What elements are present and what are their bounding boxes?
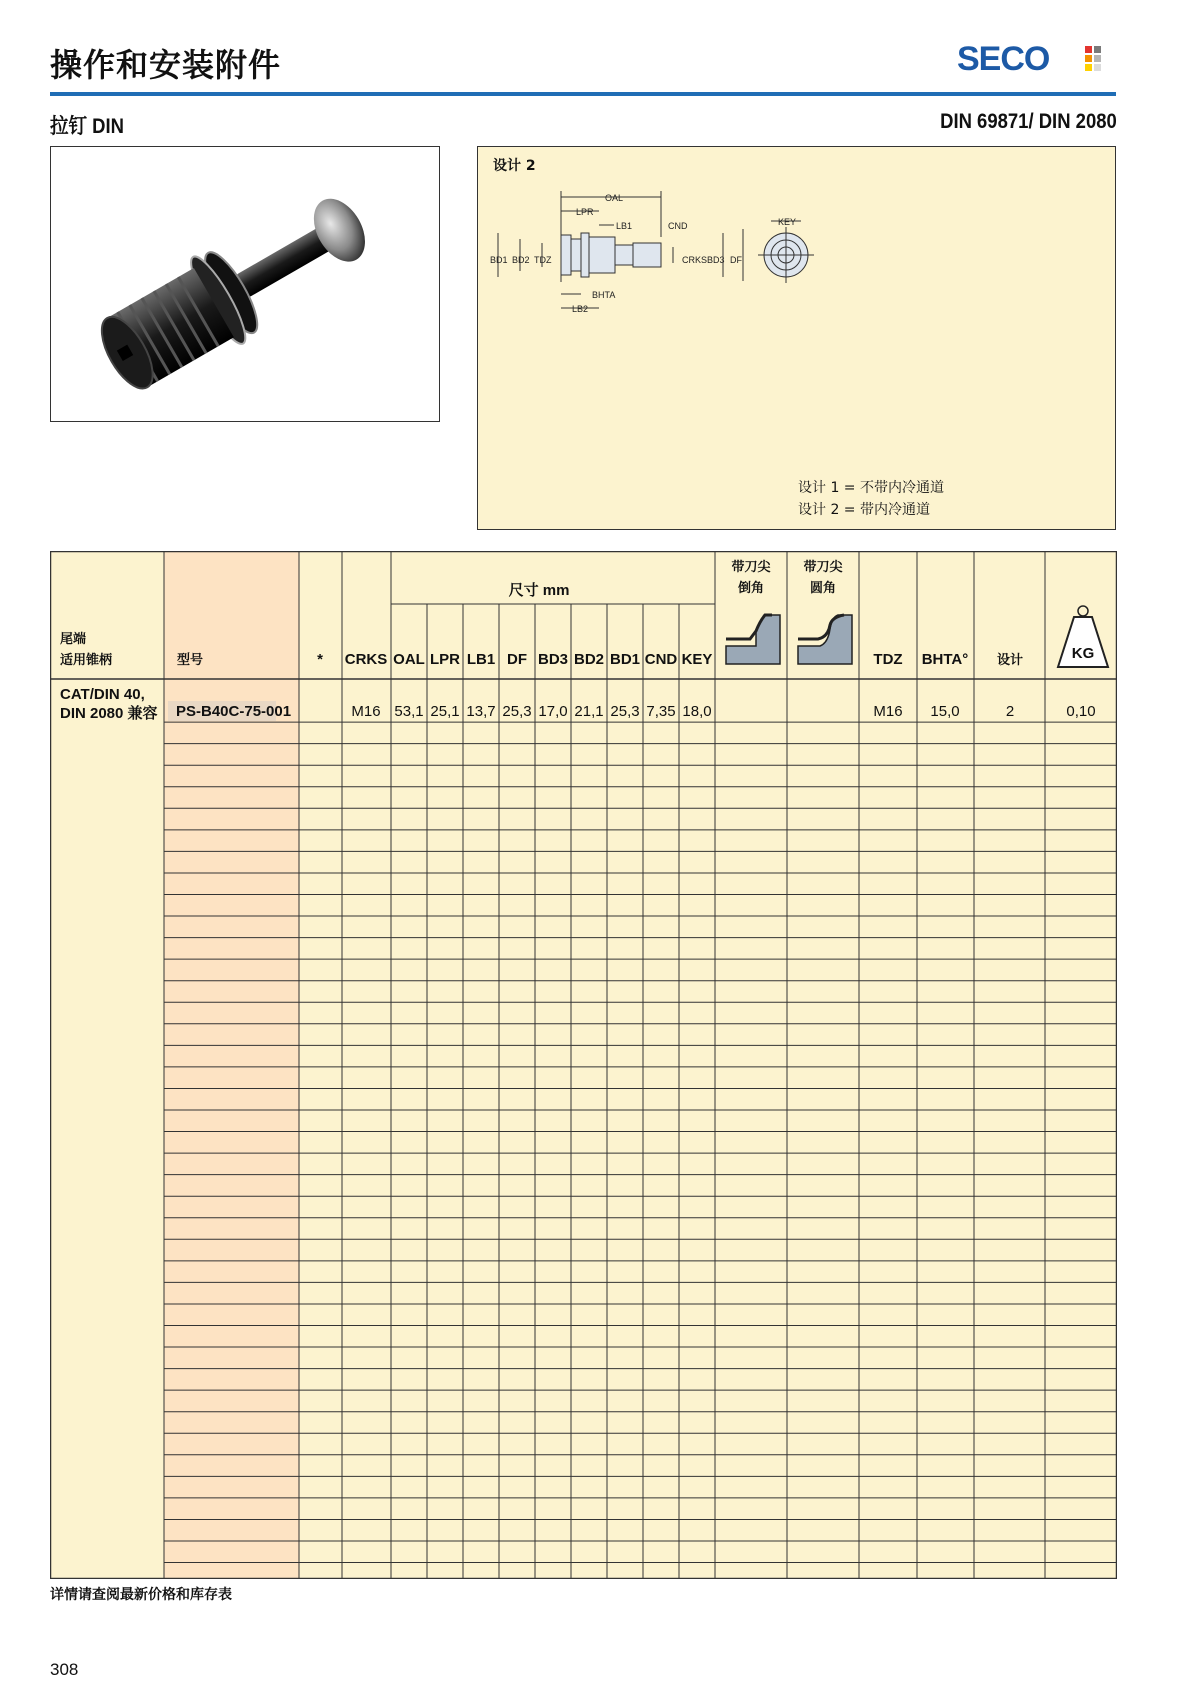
logo-square-icon — [1094, 55, 1101, 62]
footnote: 详情请查阅最新价格和库存表 — [50, 1587, 232, 1603]
tdz-header: TDZ — [873, 651, 903, 668]
lpr-label: LPR — [576, 207, 594, 217]
lb1-value: 13,7 — [466, 703, 496, 720]
bhta-header: BHTA° — [921, 651, 969, 668]
spec-table — [50, 551, 1117, 1579]
dimension-drawing — [478, 147, 1115, 347]
df-value: 25,3 — [502, 703, 532, 720]
logo-square-icon — [1085, 46, 1092, 53]
shank-value-line1: CAT/DIN 40, — [60, 686, 145, 703]
crks-value: M16 — [351, 703, 381, 720]
key-header: KEY — [681, 651, 713, 668]
logo-square-icon — [1094, 46, 1101, 53]
bhta-value: 15,0 — [930, 703, 960, 720]
bd2-value: 21,1 — [574, 703, 604, 720]
legend-design-1: 设计 1 = 不带内冷通道 — [798, 480, 944, 496]
pull-stud-image — [51, 147, 439, 421]
cnd-value: 7,35 — [646, 703, 676, 720]
lb1-label: LB1 — [616, 221, 633, 231]
section-subtitle: 拉钉 DIN — [50, 115, 124, 138]
logo-square-icon — [1085, 55, 1092, 62]
key-value: 18,0 — [682, 703, 712, 720]
lb2-label: LB2 — [572, 304, 589, 314]
shank-header-line2: 适用锥柄 — [60, 653, 113, 668]
design-panel — [477, 146, 1116, 530]
bd1-label: BD1 — [490, 255, 508, 265]
oal-value: 53,1 — [394, 703, 424, 720]
seco-logo — [957, 40, 1115, 80]
dims-group-header: 尺寸 mm — [508, 582, 570, 599]
kg-header: KG — [1071, 645, 1095, 662]
shank-header-line1: 尾端 — [60, 632, 87, 647]
oal-header: OAL — [393, 651, 425, 668]
bd2-header: BD2 — [573, 651, 605, 668]
logo-square-icon — [1085, 64, 1092, 71]
lpr-header: LPR — [430, 651, 460, 668]
bd1-value: 25,3 — [610, 703, 640, 720]
logo-text: SECO — [957, 40, 1050, 78]
lb1-header: LB1 — [466, 651, 496, 668]
bd2-label: BD2 — [512, 255, 530, 265]
bhta-label: BHTA — [592, 290, 616, 300]
crks-label: CRKS — [682, 255, 708, 265]
kg-value: 0,10 — [1066, 703, 1096, 720]
chamfer-header-line1: 带刀尖 — [731, 560, 771, 575]
star-header: * — [317, 651, 323, 668]
chamfer-tip-icon — [726, 615, 780, 664]
cnd-label: CND — [668, 221, 688, 231]
header-rule — [50, 92, 1116, 96]
radius-tip-icon — [798, 615, 852, 664]
design-label: 设计 2 — [493, 158, 536, 174]
standard-label: DIN 69871/ DIN 2080 — [940, 110, 1117, 133]
bd1-header: BD1 — [609, 651, 641, 668]
model-value[interactable]: PS-B40C-75-001 — [176, 703, 292, 720]
cnd-header: CND — [644, 651, 678, 668]
lpr-value: 25,1 — [430, 703, 460, 720]
oal-label: OAL — [605, 193, 624, 203]
df-header: DF — [507, 651, 527, 668]
spec-table-grid — [50, 551, 1117, 1579]
page-title: 操作和安装附件 — [50, 46, 282, 84]
design-legend — [798, 477, 944, 521]
page-number: 308 — [50, 1660, 79, 1679]
bd3-label: BD3 — [707, 255, 725, 265]
radius-header-line2: 圆角 — [809, 581, 837, 596]
logo-square-icon — [1094, 64, 1101, 71]
pull-stud-photo — [50, 146, 440, 422]
tdz-value: M16 — [873, 703, 903, 720]
tdz-label: TDZ — [534, 255, 552, 265]
key-label: KEY — [778, 217, 797, 227]
weight-kg-icon — [1058, 606, 1108, 667]
design-header: 设计 — [996, 653, 1024, 668]
model-header: 型号 — [177, 653, 204, 668]
df-label: DF — [730, 255, 742, 265]
bd3-value: 17,0 — [538, 703, 568, 720]
legend-design-2: 设计 2 = 带内冷通道 — [798, 502, 930, 518]
design-value: 2 — [1005, 703, 1015, 720]
chamfer-header-line2: 倒角 — [737, 581, 765, 596]
radius-header-line1: 带刀尖 — [803, 560, 843, 575]
bd3-header: BD3 — [537, 651, 569, 668]
shank-value-line2: DIN 2080 兼容 — [60, 705, 158, 722]
crks-header: CRKS — [344, 651, 388, 668]
